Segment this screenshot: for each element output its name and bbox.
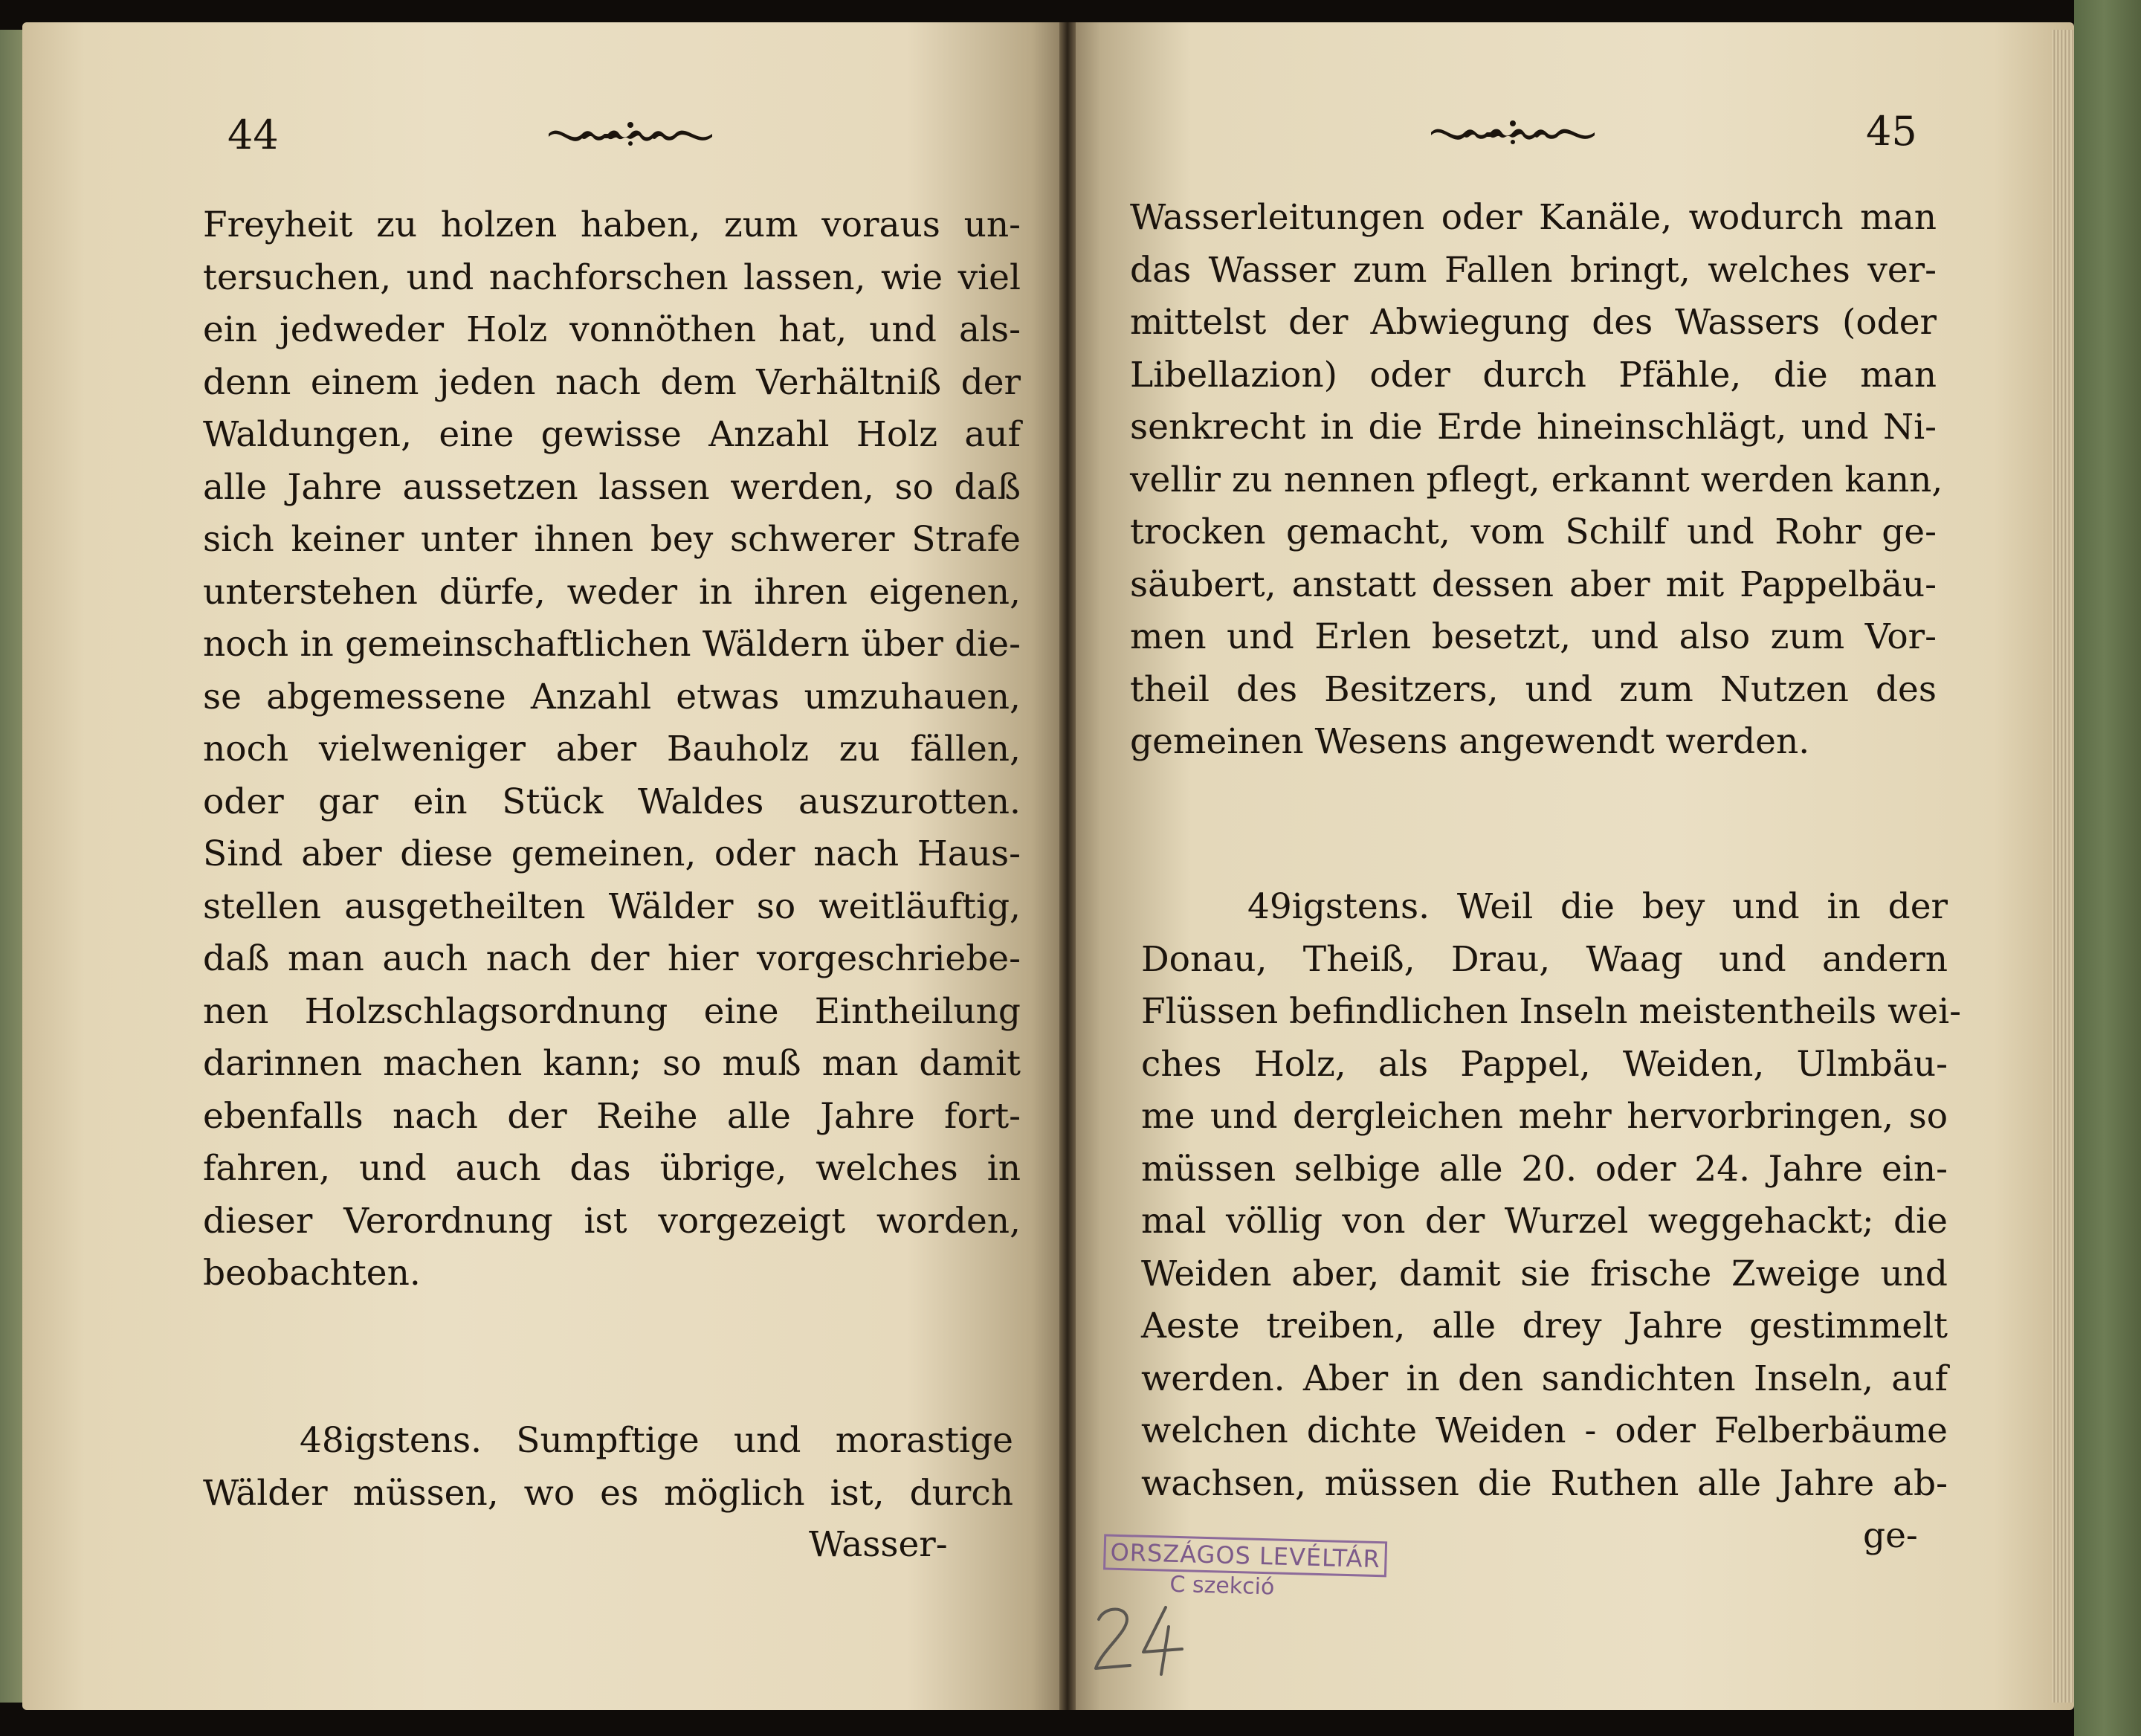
text-line: daß man auch nach der hier vorgeschriebe-: [203, 938, 1021, 979]
text-line: stellen ausgetheilten Wälder so weitläuftig,: [203, 885, 1021, 927]
left-page-number: 44: [227, 112, 279, 158]
text-line: Wasserleitungen oder Kanäle, wodurch man: [1130, 197, 1937, 238]
book-cover-left: [0, 30, 22, 1703]
page-edges: [2052, 30, 2074, 1703]
right-body-text: [1130, 192, 1943, 769]
text-line: Flüssen befindlichen Inseln meistentheils wei-: [1141, 991, 1962, 1032]
text-line: Sind aber diese gemeinen, oder nach Haus-: [203, 833, 1021, 874]
stamp-text-line1: ORSZÁGOS LEVÉLTÁR: [1103, 1534, 1387, 1577]
text-line: theil des Besitzers, und zum Nutzen des: [1130, 668, 1937, 710]
left-header-ornament-icon: [545, 119, 716, 149]
text-line: tersuchen, und nachforschen lassen, wie viel: [203, 256, 1021, 298]
text-line: nen Holzschlagsordnung eine Eintheilung: [203, 990, 1021, 1032]
section-heading-line: 48igstens. Sumpftige und morastige: [300, 1420, 1013, 1461]
text-line: mittelst der Abwiegung des Wassers (oder: [1130, 302, 1937, 343]
text-line: me und dergleichen mehr hervorbringen, so: [1141, 1096, 1948, 1137]
right-section-49: [1141, 881, 1962, 1510]
text-line: Waldungen, eine gewisse Anzahl Holz auf: [203, 414, 1021, 455]
text-line: gemeinen Wesens angewendt werden.: [1130, 721, 1810, 762]
text-line: Weiden aber, damit sie frische Zweige und: [1141, 1253, 1948, 1294]
text-line: unterstehen dürfe, weder in ihren eigenen,: [203, 571, 1021, 613]
right-page-number: 45: [1866, 108, 1917, 155]
text-line: ebenfalls nach der Reihe alle Jahre fort-: [203, 1095, 1021, 1137]
text-line: ein jedweder Holz vonnöthen hat, und als-: [203, 309, 1021, 350]
book-gutter: [1059, 22, 1076, 1710]
text-line: das Wasser zum Fallen bringt, welches ver-: [1130, 249, 1937, 291]
text-line: säubert, anstatt dessen aber mit Pappelbäu-: [1130, 564, 1937, 605]
text-line: müssen selbige alle 20. oder 24. Jahre ein-: [1141, 1148, 1948, 1190]
text-line: se abgemessene Anzahl etwas umzuhauen,: [203, 676, 1021, 717]
text-line: fahren, und auch das übrige, welches in: [203, 1148, 1021, 1189]
section-heading-line: 49igstens. Weil die bey und in der: [1247, 886, 1948, 927]
text-line: Aeste treiben, alle drey Jahre gestimmelt: [1141, 1306, 1948, 1346]
text-line: sich keiner unter ihnen bey schwerer Strafe: [203, 519, 1021, 560]
text-line: noch vielweniger aber Bauholz zu fällen,: [203, 729, 1021, 769]
left-section-48: [203, 1415, 1013, 1520]
stamp-text-line2: C szekció: [1169, 1571, 1275, 1601]
text-line: vellir zu nennen pflegt, erkannt werden kann,: [1130, 459, 1943, 500]
text-line: mal völlig von der Wurzel weggehackt; die: [1141, 1201, 1948, 1242]
text-line: Libellazion) oder durch Pfähle, die man: [1130, 354, 1937, 396]
left-body-text: [203, 199, 1021, 1300]
text-line: noch in gemeinschaftlichen Wäldern über die-: [203, 624, 1021, 665]
text-line: Freyheit zu holzen haben, zum voraus un-: [203, 204, 1021, 245]
text-line: denn einem jeden nach dem Verhältniß der: [203, 361, 1021, 403]
right-header-ornament-icon: [1427, 117, 1598, 147]
right-catchword: ge-: [1863, 1515, 1918, 1556]
text-line: Wälder müssen, wo es möglich ist, durch: [203, 1472, 1013, 1514]
text-line: senkrecht in die Erde hineinschlägt, und Ni-: [1130, 407, 1937, 448]
text-line: welchen dichte Weiden - oder Felberbäume: [1141, 1410, 1948, 1451]
text-line: trocken gemacht, vom Schilf und Rohr ge-: [1130, 512, 1937, 552]
text-line: ches Holz, als Pappel, Weiden, Ulmbäu-: [1141, 1043, 1948, 1085]
book-cover-right: [2074, 0, 2141, 1736]
left-catchword: Wasser-: [809, 1524, 948, 1565]
text-line: dieser Verordnung ist vorgezeigt worden,: [203, 1200, 1021, 1242]
handwritten-number-24: [1091, 1597, 1188, 1679]
text-line: oder gar ein Stück Waldes auszurotten.: [203, 781, 1021, 822]
text-line: darinnen machen kann; so muß man damit: [203, 1043, 1021, 1084]
text-line: werden. Aber in den sandichten Inseln, auf: [1141, 1358, 1948, 1399]
text-line: wachsen, müssen die Ruthen alle Jahre ab-: [1141, 1462, 1948, 1504]
text-line: alle Jahre aussetzen lassen werden, so daß: [203, 466, 1021, 508]
text-line: Donau, Theiß, Drau, Waag und andern: [1141, 938, 1948, 980]
text-line: men und Erlen besetzt, und also zum Vor-: [1130, 616, 1937, 657]
text-line: beobachten.: [203, 1253, 421, 1294]
